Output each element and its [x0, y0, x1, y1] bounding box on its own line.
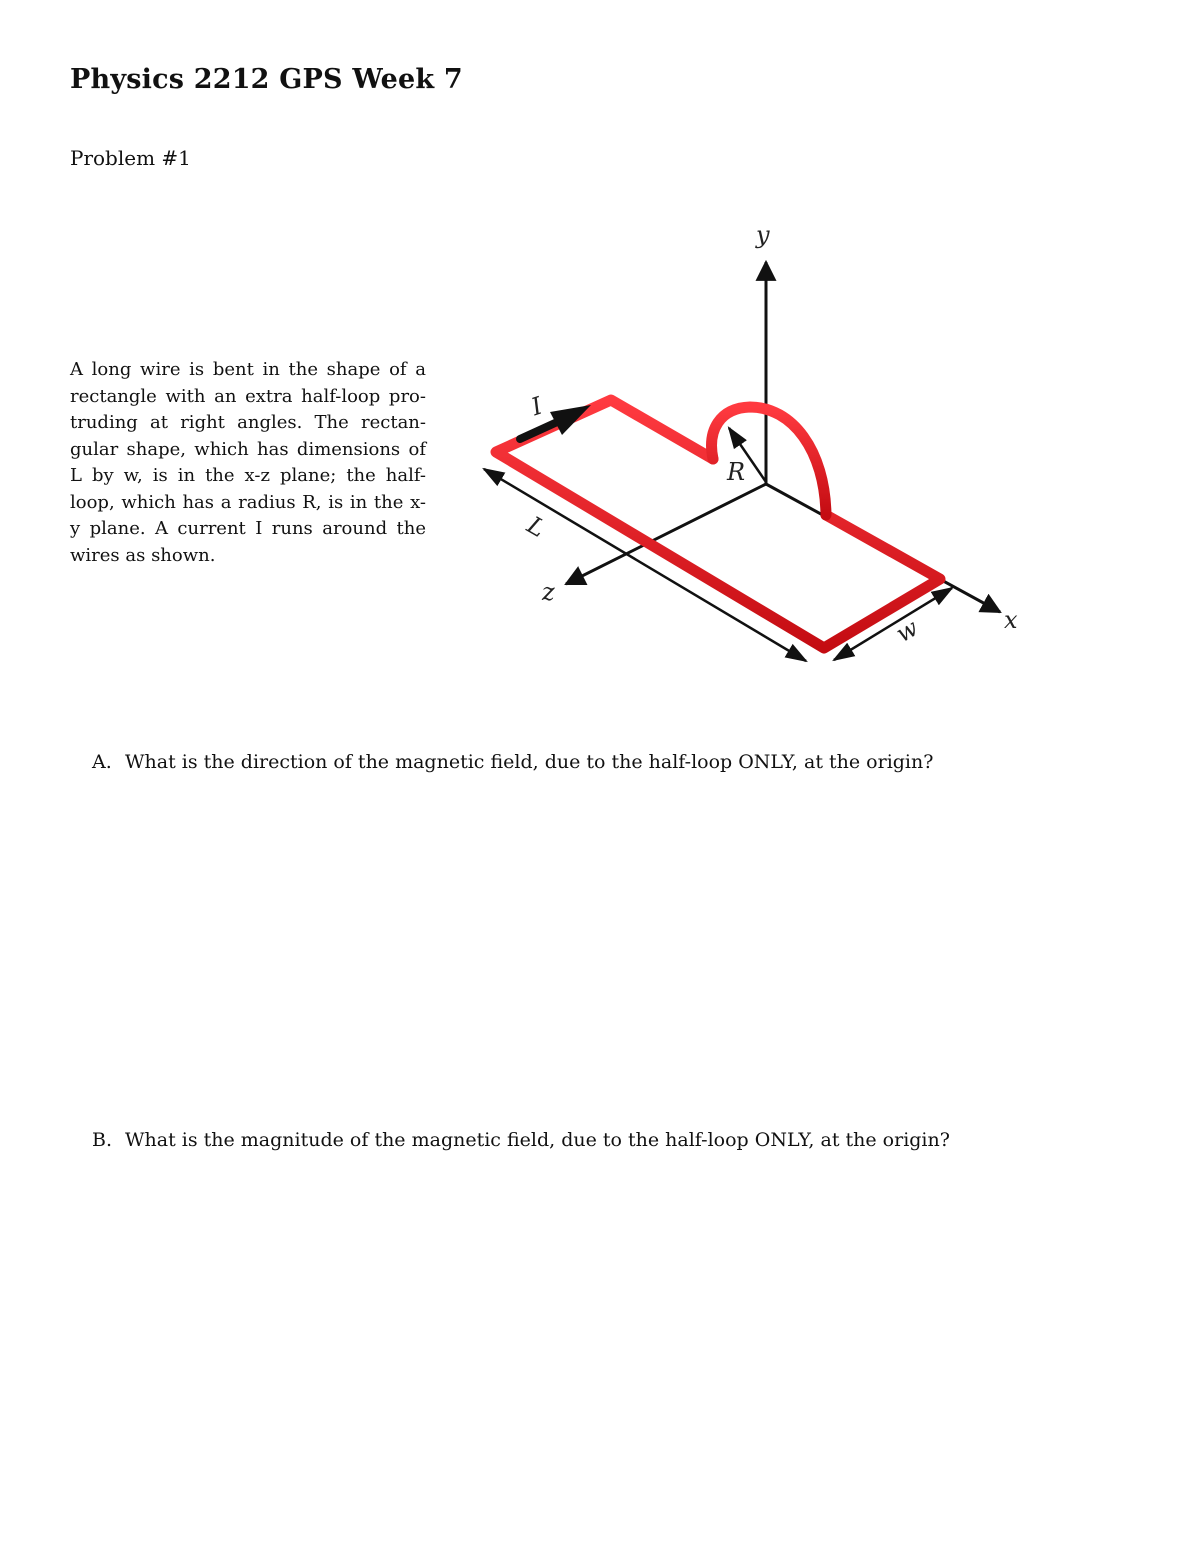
current-arrow-icon	[520, 405, 591, 439]
wire	[496, 400, 940, 648]
z-axis-label: z	[542, 578, 555, 606]
z-axis-line	[566, 484, 766, 584]
question-a	[92, 751, 933, 773]
question-b-letter: B.	[92, 1129, 113, 1151]
question-b-text: What is the magnitude of the magnetic field, due to the half-loop ONLY, at the origin?	[125, 1129, 950, 1151]
current-label: I	[527, 391, 546, 422]
length-dimension-arrow	[484, 469, 806, 661]
question-a-text: What is the direction of the magnetic field, due to the half-loop ONLY, at the origin?	[125, 751, 934, 773]
x-axis-label: x	[1004, 606, 1018, 634]
problem-heading: Problem #1	[70, 146, 191, 170]
problem-description: A long wire is bent in the shape of a rectangle with an extra half-loop protruding at right angles. The rectangular shape, which has dimensions of L by w, is in the x-z plane; the half-loop, which has a radius R, is in the x-y plane. A current I runs around the wires as shown.	[70, 359, 426, 566]
question-a-letter: A.	[92, 751, 112, 773]
wire-rectangle	[496, 400, 940, 648]
page-title: Physics 2212 GPS Week 7	[70, 64, 463, 95]
question-b	[92, 1129, 950, 1151]
axes	[566, 262, 1000, 612]
y-axis-label: y	[756, 221, 770, 249]
radius-label: R	[727, 458, 746, 486]
width-label: w	[891, 613, 923, 649]
wire-diagram	[470, 215, 1040, 680]
length-label: L	[522, 510, 551, 544]
